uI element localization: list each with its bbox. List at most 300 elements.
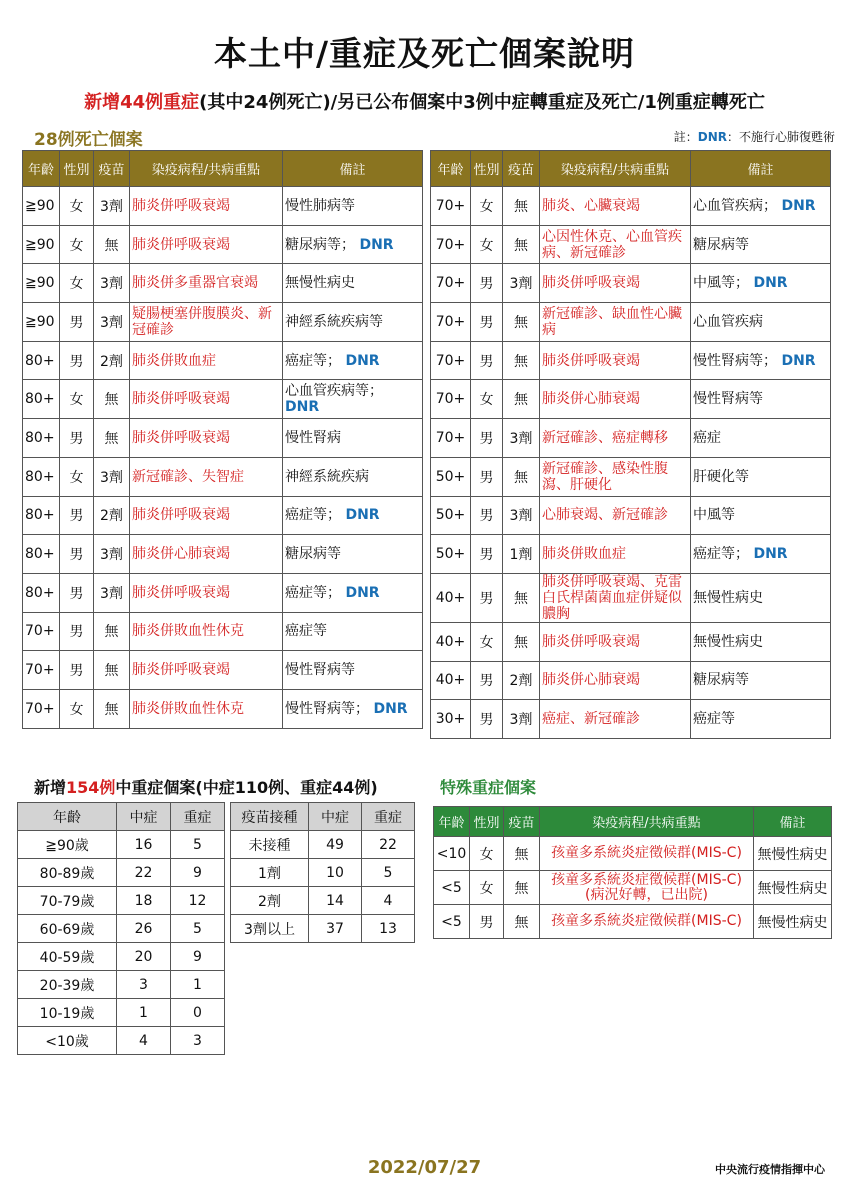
table-row (431, 380, 831, 419)
table-row (18, 943, 225, 971)
header-age: 年齡 (18, 803, 117, 831)
cell-vaccine: 無 (94, 651, 130, 690)
cell-remark (283, 651, 423, 690)
cell-sex: 女 (471, 380, 503, 419)
cell-vaccine: 3劑 (94, 573, 130, 612)
header-sex: 性別 (471, 151, 503, 187)
subtitle-highlight: 新增44例重症 (84, 92, 200, 113)
remark-text: 慢性腎病等； (285, 700, 369, 717)
cell-moderate: 3 (117, 971, 171, 999)
cell-label: 20-39歲 (18, 971, 117, 999)
cell-label: 40-59歲 (18, 943, 117, 971)
table-row (18, 887, 225, 915)
remark-text: 慢性肺病等 (285, 197, 355, 214)
remark-text: 心血管疾病； (693, 197, 777, 214)
cell-age: <5 (434, 871, 470, 905)
cell-age: 50+ (431, 535, 471, 574)
cell-remark (283, 612, 423, 651)
cell-remark (283, 457, 423, 496)
cell-remark (691, 380, 831, 419)
cell-age: 40+ (431, 622, 471, 661)
cell-severe: 9 (171, 943, 225, 971)
cell-age: 80+ (23, 380, 60, 419)
page-title: 本土中/重症及死亡個案說明 (213, 34, 636, 73)
cell-course: 肺炎併呼吸衰竭 (130, 651, 283, 690)
cell-sex: 男 (471, 303, 503, 342)
cell-course: 新冠確診、失智症 (130, 457, 283, 496)
remark-text: 癌症等 (693, 711, 735, 728)
dnr-note (674, 128, 835, 145)
cell-age: 70+ (431, 225, 471, 264)
dnr-tag: DNR (753, 275, 788, 292)
table-row (431, 496, 831, 535)
cell-vaccine: 無 (504, 871, 540, 905)
dnr-tag: DNR (753, 546, 788, 563)
table-row (18, 999, 225, 1027)
table-row (18, 859, 225, 887)
table-row (431, 341, 831, 380)
cell-age: 70+ (431, 264, 471, 303)
cell-course: 肺炎併呼吸衰竭 (130, 380, 283, 419)
remark-text: 神經系統疾病等 (285, 313, 383, 330)
cell-sex: 男 (471, 535, 503, 574)
remark-text: 中風等 (693, 507, 735, 524)
cell-remark (691, 496, 831, 535)
cell-course: 肺炎併心肺衰竭 (540, 380, 691, 419)
cell-remark (691, 535, 831, 574)
cell-severe: 4 (362, 887, 415, 915)
header-sex: 性別 (60, 151, 94, 187)
remark-text: 無慢性病史 (693, 633, 763, 650)
heading-count: 154例 (66, 778, 116, 797)
cell-age: <5 (434, 905, 470, 939)
table-row (431, 535, 831, 574)
cell-course: 肺炎併呼吸衰竭 (130, 225, 283, 264)
cell-course: 肺炎、心臟衰竭 (540, 187, 691, 226)
cell-vaccine: 3劑 (503, 700, 540, 739)
cell-course: 肺炎併多重器官衰竭 (130, 264, 283, 303)
cell-age: 70+ (431, 303, 471, 342)
table-row (23, 573, 423, 612)
cell-remark (691, 457, 831, 496)
cell-age: 70+ (431, 380, 471, 419)
cell-course (540, 837, 754, 871)
cell-severe: 5 (171, 831, 225, 859)
cell-sex: 男 (471, 661, 503, 700)
cell-vaccine: 3劑 (503, 496, 540, 535)
remark-text: 癌症 (693, 429, 721, 446)
header-severe: 重症 (362, 803, 415, 831)
table-row (23, 303, 423, 342)
cell-age: 50+ (431, 457, 471, 496)
table-row (431, 700, 831, 739)
cell-severe: 3 (171, 1027, 225, 1055)
table-row (23, 651, 423, 690)
death-table-left (22, 150, 423, 729)
cell-age: 80+ (23, 535, 60, 574)
cell-remark (691, 225, 831, 264)
cell-course: 肺炎併呼吸衰竭 (130, 187, 283, 226)
cell-course: 肺炎併敗血性休克 (130, 612, 283, 651)
cell-age: 70+ (23, 651, 60, 690)
cell-course: 疑腸梗塞併腹膜炎、新冠確診 (130, 303, 283, 342)
table-row (431, 225, 831, 264)
table-row (23, 689, 423, 728)
cell-label: 70-79歲 (18, 887, 117, 915)
remark-text: 糖尿病等； (285, 236, 355, 253)
death-section-heading: 28例死亡個案 (34, 130, 143, 150)
cell-vaccine: 無 (503, 225, 540, 264)
heading-suffix: 中重症個案(中症110例、重症44例) (115, 778, 378, 797)
cell-sex: 男 (471, 700, 503, 739)
remark-text: 慢性腎病 (285, 429, 341, 446)
cell-sex: 男 (471, 341, 503, 380)
cell-sex: 女 (60, 689, 94, 728)
cell-sex: 女 (60, 264, 94, 303)
cell-remark (283, 380, 423, 419)
cell-moderate: 20 (117, 943, 171, 971)
cell-vaccine: 2劑 (94, 496, 130, 535)
cell-remark (691, 700, 831, 739)
table-row (431, 573, 831, 622)
cell-remark (283, 573, 423, 612)
header-course: 染疫病程/共病重點 (540, 151, 691, 187)
dnr-tag: DNR (345, 352, 380, 369)
cell-label: 未接種 (231, 831, 309, 859)
header-remark: 備註 (691, 151, 831, 187)
cell-age: <10 (434, 837, 470, 871)
header-sex: 性別 (470, 807, 504, 837)
cell-moderate: 10 (309, 859, 362, 887)
organization-name: 中央流行疫情指揮中心 (715, 1163, 825, 1176)
cell-vaccine: 2劑 (503, 661, 540, 700)
dnr-tag: DNR (373, 700, 408, 717)
table-row (18, 915, 225, 943)
note-prefix: 註： (673, 130, 698, 144)
cell-age: ≧90 (23, 187, 60, 226)
cell-course: 肺炎併敗血性休克 (130, 689, 283, 728)
cell-vaccine: 無 (503, 573, 540, 622)
cell-vaccine: 1劑 (503, 535, 540, 574)
cell-sex: 男 (60, 573, 94, 612)
cell-label: <10歲 (18, 1027, 117, 1055)
cell-sex: 女 (471, 225, 503, 264)
remark-text: 糖尿病等 (693, 672, 749, 689)
cell-age: 70+ (431, 341, 471, 380)
subtitle-rest: (其中24例死亡)/另已公布個案中3例中症轉重症及死亡/1例重症轉死亡 (199, 92, 765, 113)
remark-text: 無慢性病史 (285, 275, 355, 292)
dnr-tag: DNR (781, 197, 816, 214)
cell-vaccine: 無 (503, 457, 540, 496)
cell-remark (691, 622, 831, 661)
cell-label: 60-69歲 (18, 915, 117, 943)
table-row (431, 661, 831, 700)
table-row (431, 622, 831, 661)
cell-age: 70+ (431, 419, 471, 458)
cell-severe: 5 (171, 915, 225, 943)
header-remark: 備註 (754, 807, 832, 837)
cell-remark (691, 187, 831, 226)
cell-vaccine: 無 (94, 612, 130, 651)
cell-vaccine: 3劑 (503, 419, 540, 458)
cell-severe: 5 (362, 859, 415, 887)
cell-remark (283, 187, 423, 226)
table-row (431, 303, 831, 342)
table-row (434, 837, 832, 871)
remark-text: 心血管疾病等； (285, 383, 383, 400)
cell-age: 80+ (23, 573, 60, 612)
remark-text: 肝硬化等 (693, 468, 749, 485)
cell-course: 心肺衰竭、新冠確診 (540, 496, 691, 535)
cell-sex: 女 (470, 837, 504, 871)
cell-age: 30+ (431, 700, 471, 739)
cell-course: 肺炎併敗血症 (130, 341, 283, 380)
dnr-tag: DNR (345, 584, 380, 601)
cell-label: ≧90歲 (18, 831, 117, 859)
remark-text: 神經系統疾病 (285, 468, 369, 485)
cell-age: ≧90 (23, 225, 60, 264)
cell-course: 肺炎併心肺衰竭 (130, 535, 283, 574)
table-row (431, 264, 831, 303)
special-section-heading: 特殊重症個案 (440, 778, 537, 797)
dnr-tag: DNR (781, 352, 816, 369)
cell-sex: 男 (471, 419, 503, 458)
table-row (23, 264, 423, 303)
vaccine-table (230, 802, 415, 943)
course-status: (病況好轉，已出院) (585, 886, 708, 903)
cell-vaccine: 無 (94, 225, 130, 264)
cell-severe: 1 (171, 971, 225, 999)
cell-label: 2劑 (231, 887, 309, 915)
page-subtitle (0, 88, 849, 114)
header-vax: 疫苗 (504, 807, 540, 837)
remark-text: 無慢性病史 (693, 589, 763, 606)
remark-text: 心血管疾病 (693, 313, 763, 330)
cell-label: 10-19歲 (18, 999, 117, 1027)
cell-sex: 男 (60, 303, 94, 342)
cell-moderate: 37 (309, 915, 362, 943)
cell-sex: 男 (60, 419, 94, 458)
remark-text: 慢性腎病等 (693, 391, 763, 408)
header-age: 年齡 (431, 151, 471, 187)
cell-vaccine: 無 (503, 622, 540, 661)
remark-text: 癌症等 (285, 623, 327, 640)
cell-moderate: 16 (117, 831, 171, 859)
cell-course: 肺炎併心肺衰竭 (540, 661, 691, 700)
cell-age: 80+ (23, 457, 60, 496)
special-table (433, 806, 832, 939)
age-table (17, 802, 225, 1055)
cell-sex: 女 (60, 457, 94, 496)
cell-age: 70+ (23, 612, 60, 651)
cell-vaccine: 無 (504, 837, 540, 871)
cell-severe: 0 (171, 999, 225, 1027)
table-row (231, 887, 415, 915)
cell-sex: 男 (60, 612, 94, 651)
cell-vaccine: 無 (94, 419, 130, 458)
cell-vaccine: 3劑 (94, 457, 130, 496)
remark-text: 癌症等； (285, 584, 341, 601)
cell-vaccine: 2劑 (94, 341, 130, 380)
cell-sex: 男 (470, 905, 504, 939)
cell-vaccine: 3劑 (94, 187, 130, 226)
cell-course: 肺炎併呼吸衰竭 (540, 622, 691, 661)
cell-sex: 女 (60, 380, 94, 419)
cell-age: 40+ (431, 661, 471, 700)
course-text: 孩童多系統炎症徵候群(MIS-C) (551, 845, 742, 861)
cell-vaccine: 無 (503, 341, 540, 380)
cell-remark (691, 419, 831, 458)
cell-remark (691, 573, 831, 622)
remark-text: 癌症等； (693, 546, 749, 563)
cell-vaccine: 3劑 (94, 303, 130, 342)
cell-course: 心因性休克、心血管疾病、新冠確診 (540, 225, 691, 264)
table-row (23, 341, 423, 380)
table-header-row (18, 803, 225, 831)
cell-remark (691, 661, 831, 700)
cell-age: 80+ (23, 419, 60, 458)
cell-sex: 男 (60, 651, 94, 690)
cell-remark (283, 341, 423, 380)
cell-age: 40+ (431, 573, 471, 622)
cell-age: 50+ (431, 496, 471, 535)
cell-course: 肺炎併呼吸衰竭 (130, 496, 283, 535)
cell-course: 肺炎併呼吸衰竭 (130, 419, 283, 458)
cell-severe: 22 (362, 831, 415, 859)
header-moderate: 中症 (309, 803, 362, 831)
table-row (23, 535, 423, 574)
cell-sex: 男 (60, 341, 94, 380)
remark-text: 慢性腎病等 (285, 662, 355, 679)
cell-remark: 無慢性病史 (754, 905, 832, 939)
cell-sex: 女 (470, 871, 504, 905)
header-vaccine: 疫苗接種 (231, 803, 309, 831)
cell-remark (691, 264, 831, 303)
remark-text: 糖尿病等 (285, 546, 341, 563)
cell-age: 70+ (431, 187, 471, 226)
cell-course: 肺炎併敗血症 (540, 535, 691, 574)
header-course: 染疫病程/共病重點 (540, 807, 754, 837)
cell-remark (283, 225, 423, 264)
cell-sex: 男 (471, 496, 503, 535)
cell-remark (691, 341, 831, 380)
table-row (23, 225, 423, 264)
cell-vaccine: 3劑 (94, 535, 130, 574)
note-suffix: ：不施行心肺復甦術 (726, 130, 835, 144)
cell-course: 肺炎併呼吸衰竭 (130, 573, 283, 612)
cell-moderate: 26 (117, 915, 171, 943)
table-row (434, 871, 832, 905)
table-row (23, 496, 423, 535)
remark-text: 中風等； (693, 275, 749, 292)
cell-sex: 女 (60, 187, 94, 226)
cell-vaccine: 無 (94, 380, 130, 419)
table-row (431, 457, 831, 496)
cell-age: 80+ (23, 496, 60, 535)
table-header-row (434, 807, 832, 837)
table-row (18, 971, 225, 999)
cell-course: 肺炎併呼吸衰竭 (540, 341, 691, 380)
cell-course: 肺炎併呼吸衰竭 (540, 264, 691, 303)
cell-remark: 無慢性病史 (754, 871, 832, 905)
cell-vaccine: 3劑 (94, 264, 130, 303)
cell-sex: 男 (471, 573, 503, 622)
cell-age: ≧90 (23, 264, 60, 303)
cell-severe: 13 (362, 915, 415, 943)
cell-remark (283, 419, 423, 458)
heading-prefix: 新增 (34, 778, 67, 797)
cell-age: 80+ (23, 341, 60, 380)
table-row (23, 187, 423, 226)
remark-text: 癌症等； (285, 507, 341, 524)
cell-moderate: 1 (117, 999, 171, 1027)
cell-age: ≧90 (23, 303, 60, 342)
cell-vaccine: 無 (503, 380, 540, 419)
cell-course (540, 905, 754, 939)
dnr-tag: DNR (285, 399, 320, 416)
cell-label: 3劑以上 (231, 915, 309, 943)
table-row (23, 457, 423, 496)
cell-remark (283, 689, 423, 728)
death-table-right (430, 150, 831, 739)
cell-remark (283, 303, 423, 342)
table-row (23, 419, 423, 458)
table-row (231, 831, 415, 859)
moderate-section-heading (34, 775, 378, 798)
cell-remark: 無慢性病史 (754, 837, 832, 871)
course-text: 孩童多系統炎症徵候群(MIS-C) (551, 913, 742, 929)
cell-remark (283, 535, 423, 574)
table-row (18, 831, 225, 859)
cell-remark (691, 303, 831, 342)
header-vax: 疫苗 (94, 151, 130, 187)
cell-vaccine: 無 (503, 303, 540, 342)
header-severe: 重症 (171, 803, 225, 831)
table-row (434, 905, 832, 939)
table-row (18, 1027, 225, 1055)
report-date: 2022/07/27 (367, 1157, 482, 1178)
cell-course: 新冠確診、癌症轉移 (540, 419, 691, 458)
cell-course (540, 871, 754, 905)
cell-severe: 9 (171, 859, 225, 887)
table-row (431, 419, 831, 458)
cell-remark (283, 264, 423, 303)
cell-sex: 女 (471, 622, 503, 661)
cell-course: 癌症、新冠確診 (540, 700, 691, 739)
cell-severe: 12 (171, 887, 225, 915)
header-vax: 疫苗 (503, 151, 540, 187)
header-age: 年齡 (23, 151, 60, 187)
cell-sex: 男 (60, 496, 94, 535)
cell-sex: 男 (471, 457, 503, 496)
cell-vaccine: 無 (503, 187, 540, 226)
cell-vaccine: 無 (94, 689, 130, 728)
cell-age: 70+ (23, 689, 60, 728)
cell-label: 1劑 (231, 859, 309, 887)
course-text: 孩童多系統炎症徵候群(MIS-C) (551, 871, 742, 888)
cell-sex: 男 (471, 264, 503, 303)
dnr-tag: DNR (345, 507, 380, 524)
cell-sex: 女 (471, 187, 503, 226)
dnr-tag: DNR (359, 236, 394, 253)
cell-sex: 男 (60, 535, 94, 574)
cell-moderate: 49 (309, 831, 362, 859)
cell-vaccine: 無 (504, 905, 540, 939)
table-row (23, 380, 423, 419)
cell-moderate: 18 (117, 887, 171, 915)
table-row (231, 915, 415, 943)
remark-text: 癌症等； (285, 352, 341, 369)
